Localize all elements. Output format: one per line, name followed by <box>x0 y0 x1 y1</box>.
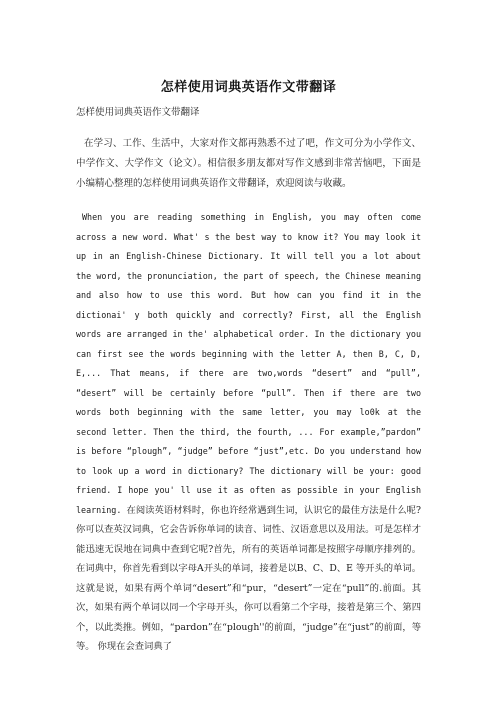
document-title: 怎样使用词典英语作文带翻译 <box>160 80 337 95</box>
chinese-translation-text: 在阅读英语材料时，你也许经常遇到生词，认识它的最佳方法是什么呢? 你可以查英汉词典，它会告诉你单词的读音、词性、汉语意思以及用法。可是怎样才能迅速无误地在词典中查到它呢?首先，所有的英语单词都是按照字母顺序排列的。在词典中，你首先看到以字母A开头的单词，接着是以B、C、D、E 等开头的单词。这就是说，如果有两个单词“desert”和“pur，“desert”一定在“pull”的.前面。其次，如果有两个单词以同一个字母开头，你可以看第二个字母，接着是第三个、第四个，以此类推。例如，“pardon”在“plough''的前面，“judge”在“just”的前面，等等。 你现在会查词典了 <box>76 504 421 652</box>
intro-paragraph: 在学习、工作、生活中，大家对作文都再熟悉不过了吧，作文可分为小学作文、中学作文、大学作文（论文）。相信很多朋友都对写作文感到非常苦恼吧，下面是小编精心整理的怎样使用词典英语作文带翻译，欢迎阅读与收藏。 <box>76 138 421 189</box>
document-subtitle: 怎样使用词典英语作文带翻译 <box>76 107 200 118</box>
english-essay-text: When you are reading something in English, you may often come across a new word. What' s the best way to know it? You may look it up in an English-Chinese Dictionary. It will tell you a lot about the word, the pronunciation, the part of speech, the Chinese meaning and also how to use this word. But how can you find it in the dictionai' y both quickly and correctly? First, all the English words are arranged in the' alphabetical order. In the dictionary you can first see the words beginning with the letter A, then B, C, D, E,... That means, if there are two,words “desert” and “pull”, “desert” will be certainly before “pull”. Then if there are two words both beginning with the same letter, you may lo0k at the second letter. Then the third, the fourth, ... For example,”pardon” is before “plough”, “judge” before “just”,etc. Do you understand how to look up a word in dictionary? The dictionary will be your: good friend. I hope you' ll use it as often as possible in your English learning. <box>76 212 421 515</box>
essay-paragraph <box>76 208 421 657</box>
